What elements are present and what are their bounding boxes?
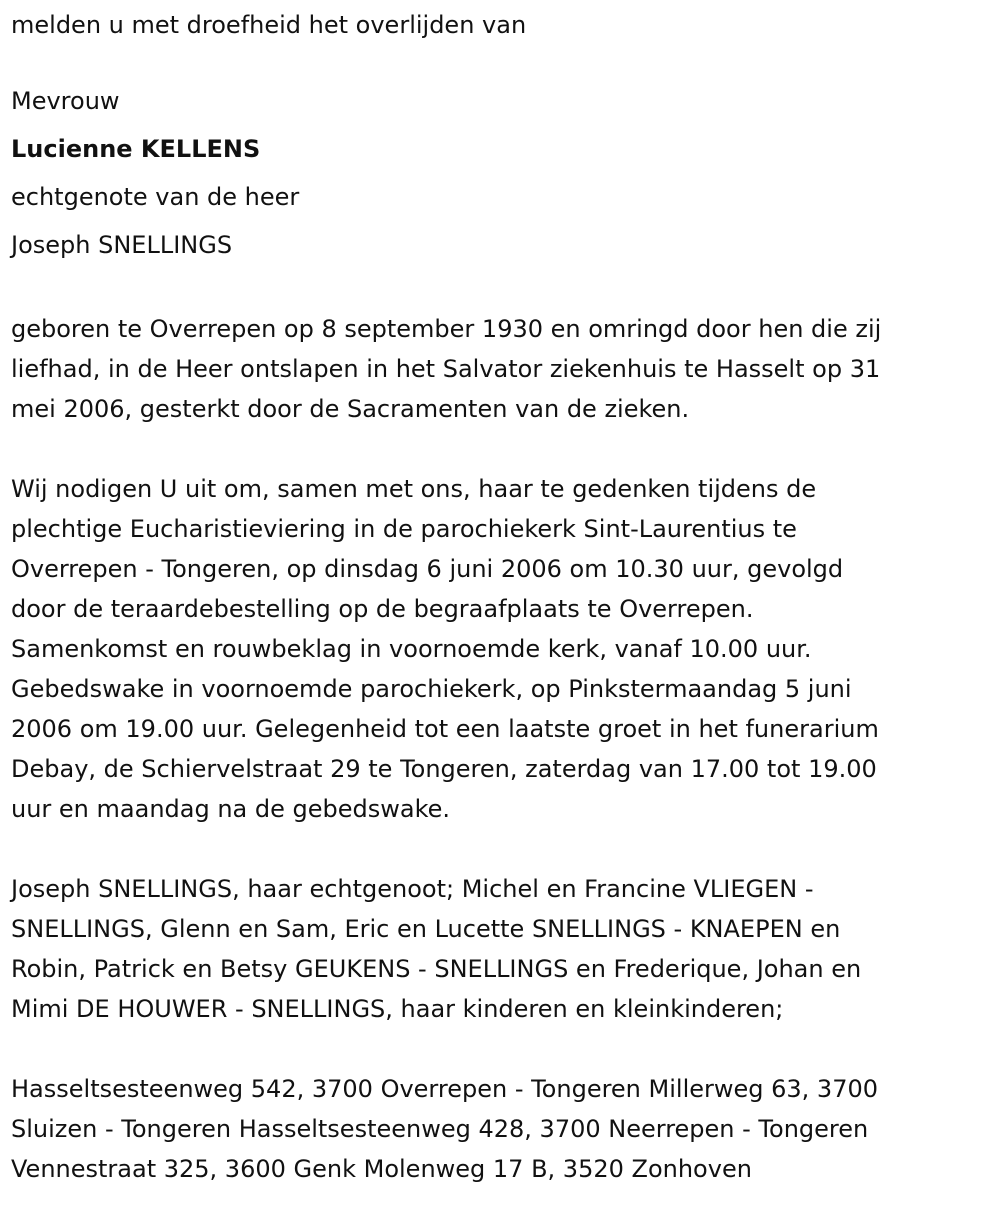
paragraph-line: door de teraardebestelling op de begraafplaats te Overrepen. (11, 595, 754, 623)
paragraph-line: Debay, de Schiervelstraat 29 te Tongeren, zaterdag van 17.00 tot 19.00 (11, 755, 877, 783)
deceased-relation: echtgenote van de heer (11, 183, 300, 211)
service-paragraph (11, 469, 986, 829)
paragraph-line: Sluizen - Tongeren Hasseltsesteenweg 428, 3700 Neerrepen - Tongeren (11, 1115, 869, 1143)
spouse-name: Joseph SNELLINGS (11, 231, 233, 259)
paragraph-line: Vennestraat 325, 3600 Genk Molenweg 17 B, 3520 Zonhoven (11, 1155, 752, 1183)
spacer (11, 1029, 986, 1069)
paragraph-line: Wij nodigen U uit om, samen met ons, haar te gedenken tijdens de (11, 475, 817, 503)
spacer (11, 429, 986, 469)
paragraph-line: geboren te Overrepen op 8 september 1930 en omringd door hen die zij (11, 315, 882, 343)
addresses-paragraph (11, 1069, 986, 1189)
intro-text: melden u met droefheid het overlijden van (11, 11, 527, 39)
paragraph-line: Mimi DE HOUWER - SNELLINGS, haar kinderen en kleinkinderen; (11, 995, 784, 1023)
birth-paragraph (11, 309, 986, 429)
spacer (11, 829, 986, 869)
family-paragraph (11, 869, 986, 1029)
paragraph-line: plechtige Eucharistieviering in de parochiekerk Sint-Laurentius te (11, 515, 797, 543)
spacer (11, 269, 986, 309)
spacer (11, 45, 986, 77)
paragraph-line: 2006 om 19.00 uur. Gelegenheid tot een laatste groet in het funerarium (11, 715, 879, 743)
paragraph-line: Gebedswake in voornoemde parochiekerk, op Pinkstermaandag 5 juni (11, 675, 852, 703)
paragraph-line: Overrepen - Tongeren, op dinsdag 6 juni 2006 om 10.30 uur, gevolgd (11, 555, 844, 583)
obituary-document (11, 0, 986, 1189)
deceased-title: Mevrouw (11, 87, 120, 115)
paragraph-line: uur en maandag na de gebedswake. (11, 795, 451, 823)
paragraph-line: Robin, Patrick en Betsy GEUKENS - SNELLINGS en Frederique, Johan en (11, 955, 862, 983)
paragraph-line: Hasseltsesteenweg 542, 3700 Overrepen - Tongeren Millerweg 63, 3700 (11, 1075, 878, 1103)
paragraph-line: mei 2006, gesterkt door de Sacramenten van de zieken. (11, 395, 690, 423)
paragraph-line: Joseph SNELLINGS, haar echtgenoot; Michel en Francine VLIEGEN - (11, 875, 814, 903)
paragraph-line: Samenkomst en rouwbeklag in voornoemde kerk, vanaf 10.00 uur. (11, 635, 812, 663)
paragraph-line: SNELLINGS, Glenn en Sam, Eric en Lucette SNELLINGS - KNAEPEN en (11, 915, 841, 943)
paragraph-line: liefhad, in de Heer ontslapen in het Salvator ziekenhuis te Hasselt op 31 (11, 355, 881, 383)
deceased-name: Lucienne KELLENS (11, 135, 261, 163)
